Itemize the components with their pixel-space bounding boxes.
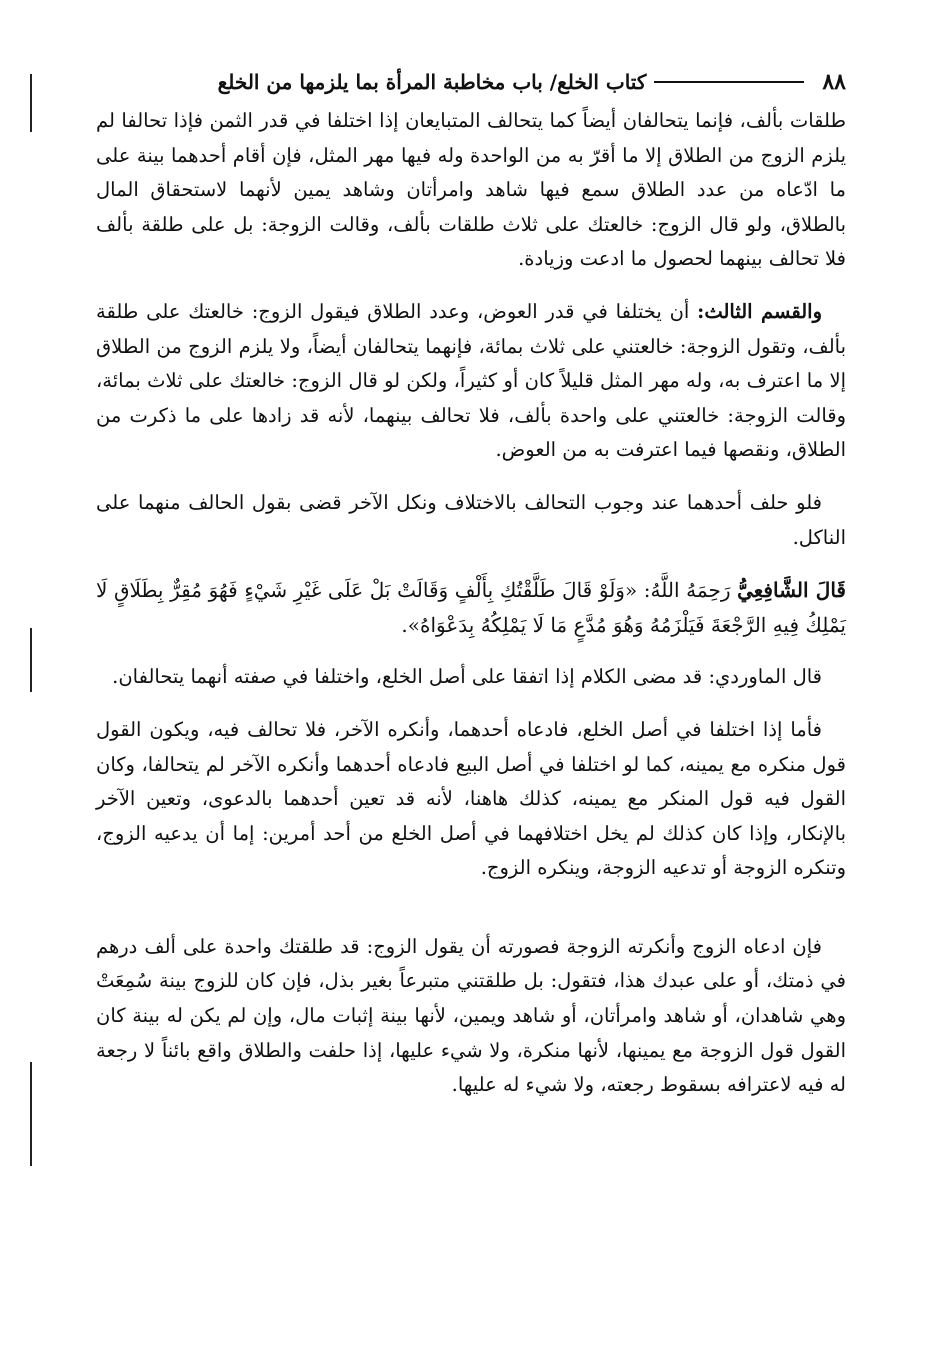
paragraph-2 (96, 295, 846, 468)
paragraph-5: قال الماوردي: قد مضى الكلام إذا اتفقا على أصل الخلع، واختلفا في صفته أنهما يتحالفان. (112, 665, 822, 689)
paragraph-3: فلو حلف أحدهما عند وجوب التحالف بالاختلاف ونكل الآخر قضى بقول الحالف منهما على الناكل. (96, 490, 846, 549)
paragraph-1: طلقات بألف، فإنما يتحالفان أيضاً كما يتحالف المتبايعان إذا اختلفا في قدر الثمن فإذا تحالفا لم يلزم الزوج من الطلاق إلا ما أقرّ به من الواحدة وله فيها مهر المثل، فإن أقام أحدهما بينة على ما ادّعاه من عدد الطلاق سمع فيها شاهد وامرأتان وشاهد يمين لأنهما لاستحقاق المال بالطلاق، ولو قال الزوج: خالعتك على ثلاث طلقات بألف، وقالت الزوجة: بل على طلقة بألف فلا تحالف بينهما لحصول ما ادعت وزيادة. (96, 109, 846, 271)
paragraph-2-lead: والقسم الثالث: (697, 299, 822, 323)
paragraph-6: فأما إذا اختلفا في أصل الخلع، فادعاه أحدهما، وأنكره الآخر، فلا تحالف فيه، ويكون القول قول منكره مع يمينه، كما لو اختلفا في أصل البيع فادعاه أحدهما وأنكره الآخر لم يتحالفا، وكان القول فيه قول المنكر مع يمينه، كذلك هاهنا، لأنه قد تعين أحدهما بالدعوى، وتعين الآخر بالإنكار، وإذا كان كذلك لم يخل اختلافهما في أصل الخلع من أحد أمرين: إما أن يدعيه الزوج، وتنكره الزوجة أو تدعيه الزوجة، وينكره الزوج. (96, 717, 846, 880)
paragraph-2-text: أن يختلفا في قدر العوض، وعدد الطلاق فيقول الزوج: خالعتك على طلقة بألف، وتقول الزوجة: خالعتني على ثلاث بمائة، فإنهما يتحالفان أيضاً، ولا يلزم الزوج من الطلاق إلا ما اعترف به، وله مهر المثل قليلاً كان أو كثيراً، ولكن لو قال الزوج: خالعتك على ثلاث بمائة، وقالت الزوجة: خالعتني على واحدة بألف، فلا تحالف بينهما، لأنه قد زادها على ما ذكرت من الطلاق، ونقصها فيما اعترفت به من العوض. (96, 299, 846, 462)
page-body (96, 104, 846, 1121)
left-margin-rule-middle (30, 628, 32, 692)
page-number: ٨٨ (822, 69, 846, 95)
left-margin-rule-bottom (30, 1062, 32, 1166)
paragraph-4 (96, 573, 846, 642)
page-header (92, 62, 846, 102)
paragraph-4-lead: قَالَ الشَّافِعِيُّ (737, 578, 846, 603)
running-title: كتاب الخلع/ باب مخاطبة المرأة بما يلزمها من الخلع (217, 70, 647, 94)
header-rule (654, 81, 804, 83)
paragraph-7: فإن ادعاه الزوج وأنكرته الزوجة فصورته أن يقول الزوج: قد طلقتك واحدة على ألف درهم في ذمتك، أو على عبدك هذا، فتقول: بل طلقتني متبرعاً بغير بذل، فإن كان للزوج بينة سُمِعَتْ وهي شاهدان، أو شاهد وامرأتان، أو شاهد ويمين، لأنها بينة إثبات مال، وإن لم يكن له بينة كان القول قول الزوجة مع يمينها، لأنها منكرة، ولا شيء عليها، إذا حلفت والطلاق واقع بائناً لا رجعة له فيه لاعترافه بسقوط رجعته، ولا شيء له عليها. (96, 934, 846, 1097)
left-margin-rule-top (30, 74, 32, 132)
paragraph-4-text: رَحِمَهُ اللَّهُ: «وَلَوْ قَالَ طَلَّقْتُكِ بِأَلْفٍ وَقَالَتْ بَلْ عَلَى غَيْرِ شَيْءٍ فَهُوَ مُقِرٌّ بِطَلَاقٍ لَا يَمْلِكُ فِيهِ الرَّجْعَةَ فَيَلْزَمُهُ وَهُوَ مُدَّعٍ مَا لَا يَمْلِكُهُ بِدَعْوَاهُ». (96, 578, 846, 637)
